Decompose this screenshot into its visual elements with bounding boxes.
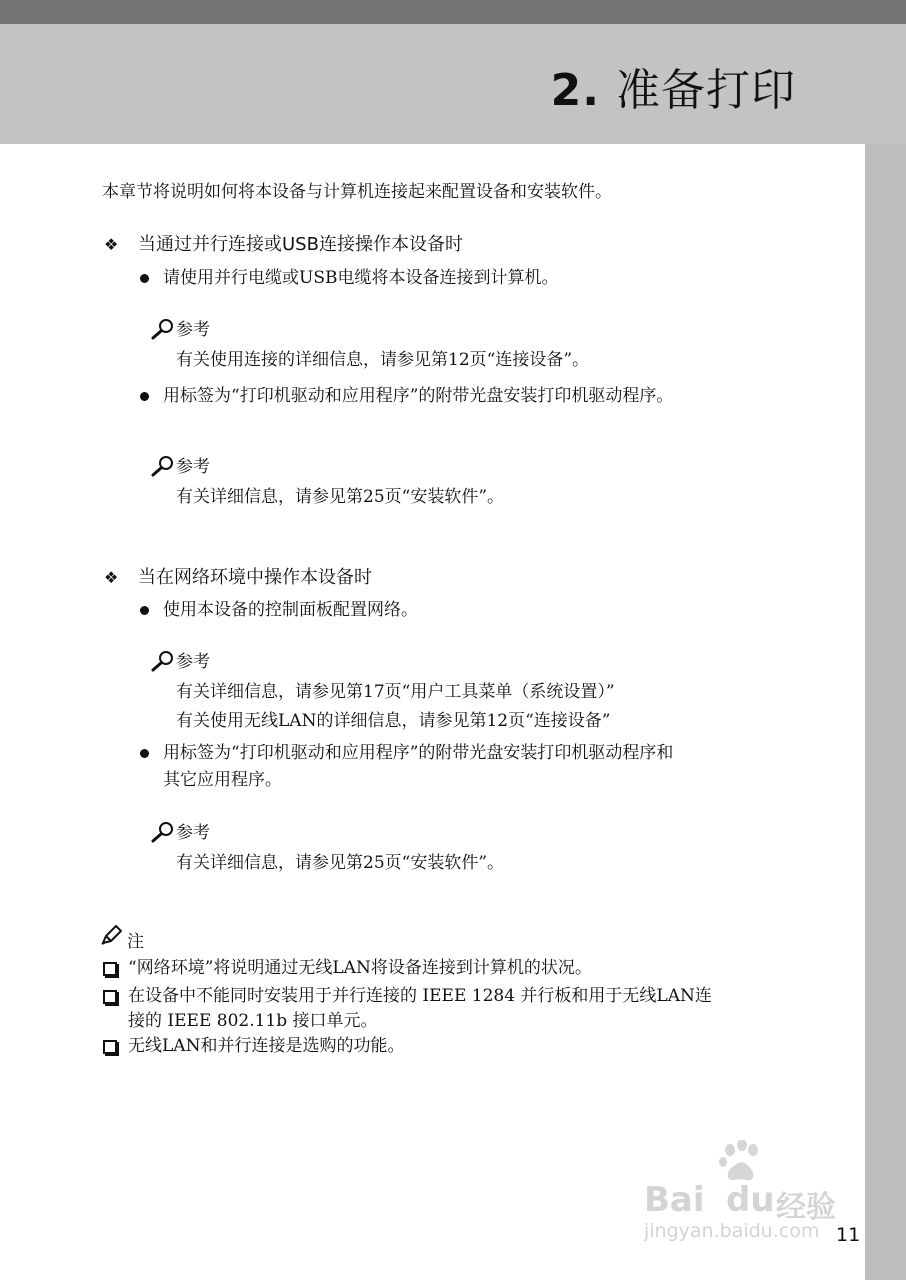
intro-paragraph: 本章节将说明如何将本设备与计算机连接起来配置设备和安装软件。 <box>102 182 612 202</box>
note-label: 注 <box>127 932 144 952</box>
note-item: 在设备中不能同时安装用于并行连接的 IEEE 1284 并行板和用于无线LAN连 <box>128 986 712 1006</box>
magnifier-icon <box>151 455 175 477</box>
magnifier-icon <box>151 650 175 672</box>
magnifier-icon <box>151 318 175 340</box>
reference-label: 参考 <box>176 652 210 672</box>
checkbox-bullet-icon <box>103 1040 117 1054</box>
pencil-note-icon <box>100 924 124 946</box>
bullet-icon <box>140 392 149 401</box>
chapter-header <box>0 24 906 144</box>
checkbox-bullet-icon <box>103 962 117 976</box>
bullet-icon <box>140 274 149 283</box>
chapter-title <box>551 54 796 118</box>
watermark-brand-du: du <box>726 1180 775 1220</box>
reference-text: 有关使用无线LAN的详细信息，请参见第12页“连接设备” <box>176 711 611 731</box>
bullet-icon <box>140 749 149 758</box>
reference-text: 有关详细信息，请参见第17页“用户工具菜单（系统设置）” <box>176 682 615 702</box>
reference-text: 有关使用连接的详细信息，请参见第12页“连接设备”。 <box>176 350 590 370</box>
chapter-number: 2. <box>550 65 600 116</box>
note-item-continued: 接的 IEEE 802.11b 接口单元。 <box>128 1011 378 1031</box>
chapter-title-text: 准备打印 <box>616 65 796 116</box>
diamond-bullet-icon: ❖ <box>104 235 119 254</box>
paw-logo-icon <box>718 1140 764 1184</box>
checkbox-bullet-icon <box>103 990 117 1004</box>
top-dark-band <box>0 0 906 24</box>
reference-label: 参考 <box>176 823 210 843</box>
note-item: “网络环境”将说明通过无线LAN将设备连接到计算机的状况。 <box>128 958 592 978</box>
reference-text: 有关详细信息，请参见第25页“安装软件”。 <box>176 853 505 873</box>
section-title: 当通过并行连接或USB连接操作本设备时 <box>138 234 463 255</box>
watermark-brand: Bai <box>644 1180 705 1220</box>
right-margin-band <box>865 144 906 1280</box>
bullet-text: 请使用并行电缆或USB电缆将本设备连接到计算机。 <box>163 268 559 288</box>
baidu-watermark <box>640 1140 850 1245</box>
bullet-text: 用标签为“打印机驱动和应用程序”的附带光盘安装打印机驱动程序和 <box>163 743 674 763</box>
magnifier-icon <box>151 821 175 843</box>
watermark-brand-cn: 经验 <box>776 1190 836 1225</box>
page-number: 11 <box>836 1224 861 1246</box>
bullet-text: 用标签为“打印机驱动和应用程序”的附带光盘安装打印机驱动程序。 <box>163 386 674 406</box>
bullet-text: 使用本设备的控制面板配置网络。 <box>163 600 418 620</box>
bullet-text-continued: 其它应用程序。 <box>163 770 282 790</box>
reference-label: 参考 <box>176 320 210 340</box>
watermark-url: jingyan.baidu.com <box>644 1220 820 1242</box>
diamond-bullet-icon: ❖ <box>104 568 119 587</box>
reference-text: 有关详细信息，请参见第25页“安装软件”。 <box>176 487 505 507</box>
note-item: 无线LAN和并行连接是选购的功能。 <box>128 1036 405 1056</box>
reference-label: 参考 <box>176 457 210 477</box>
section-title: 当在网络环境中操作本设备时 <box>138 567 372 588</box>
bullet-icon <box>140 606 149 615</box>
